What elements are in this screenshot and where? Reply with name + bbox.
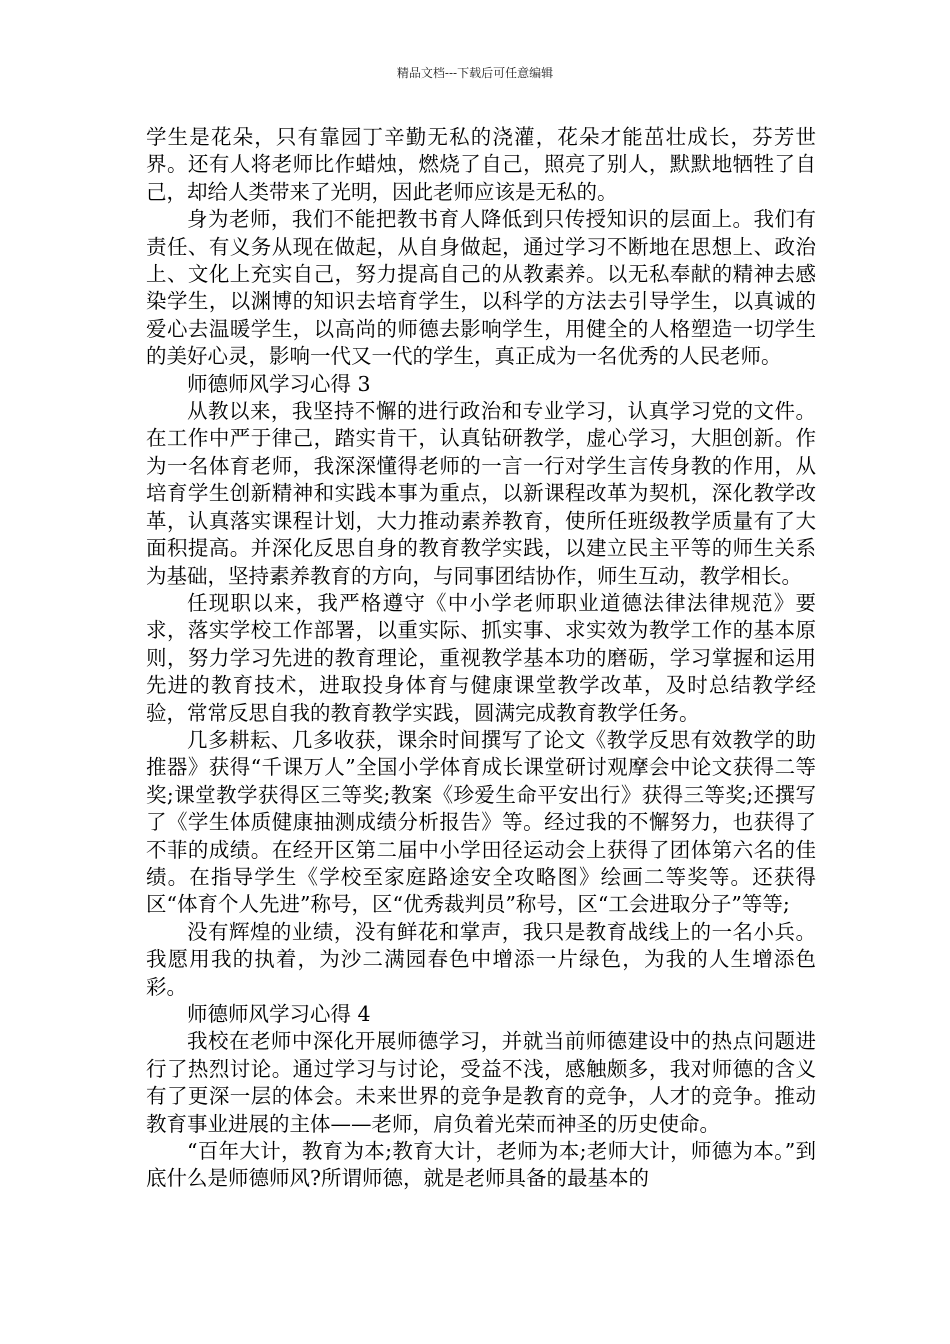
paragraph: 任现职以来，我严格遵守《中小学老师职业道德法律法律规范》要求，落实学校工作部署，以重实际、抓实事、求实效为教学工作的基本原则，努力学习先进的教育理论，重视教学基本功的磨砺，学习掌握和运用先进的教育技术，进取投身体育与健康课堂教学改革，及时总结教学经验，常常反思自我的教育教学实践，圆满完成教育教学任务。 [146, 590, 816, 725]
page-header: 精品文档---下载后可任意编辑 [396, 66, 554, 80]
section-heading: 师德师风学习心得 4 [187, 1002, 371, 1026]
paragraph: 学生是花朵，只有靠园丁辛勤无私的浇灌，花朵才能茁壮成长，芬芳世界。还有人将老师比作蜡烛，燃烧了自己，照亮了别人，默默地牺牲了自己，却给人类带来了光明，因此老师应该是无私的。 [146, 125, 816, 204]
document-body [146, 124, 816, 1193]
paragraph: 我校在老师中深化开展师德学习，并就当前师德建设中的热点问题进行了热烈讨论。通过学习与讨论，受益不浅，感触颇多，我对师德的含义有了更深一层的体会。未来世界的竞争是教育的竞争，人才的竞争。推动教育事业进展的主体——老师，肩负着光荣而神圣的历史使命。 [146, 1029, 816, 1136]
paragraph: “百年大计，教育为本;教育大计，老师为本;老师大计，师德为本。”到底什么是师德师风?所谓师德，就是老师具备的最基本的 [146, 1139, 816, 1191]
paragraph: 几多耕耘、几多收获，课余时间撰写了论文《教学反思有效教学的助推器》获得“千课万人”全国小学体育成长课堂研讨观摩会中论文获得二等奖;课堂教学获得区三等奖;教案《珍爱生命平安出行》获得三等奖;还撰写了《学生体质健康抽测成绩分析报告》等。经过我的不懈努力，也获得了不菲的成绩。在经开区第二届中小学田径运动会上获得了团体第六名的佳绩。在指导学生《学校至家庭路途安全攻略图》绘画二等奖等。还获得区“体育个人先进”称号，区“优秀裁判员”称号，区“工会进取分子”等等; [146, 727, 816, 917]
paragraph: 身为老师，我们不能把教书育人降低到只传授知识的层面上。我们有责任、有义务从现在做起，从自身做起，通过学习不断地在思想上、政治上、文化上充实自己，努力提高自己的从教素养。以无私奉献的精神去感染学生，以渊博的知识去培育学生，以科学的方法去引导学生，以真诚的爱心去温暖学生，以高尚的师德去影响学生，用健全的人格塑造一切学生的美好心灵，影响一代又一代的学生，真正成为一名优秀的人民老师。 [146, 207, 816, 369]
paragraph: 没有辉煌的业绩，没有鲜花和掌声，我只是教育战线上的一名小兵。我愿用我的执着，为沙二满园春色中增添一片绿色，为我的人生增添色彩。 [146, 919, 816, 999]
section-heading: 师德师风学习心得 3 [187, 371, 371, 396]
paragraph: 从教以来，我坚持不懈的进行政治和专业学习，认真学习党的文件。在工作中严于律己，踏实肯干，认真钻研教学，虚心学习，大胆创新。作为一名体育老师，我深深懂得老师的一言一行对学生言传身教的作用，从培育学生创新精神和实践本事为重点，以新课程改革为契机，深化教学改革，认真落实课程计划，大力推动素养教育，使所任班级教学质量有了大面积提高。并深化反思自身的教育教学实践，以建立民主平等的师生关系为基础，坚持素养教育的方向，与同事团结协作，师生互动，教学相长。 [146, 399, 816, 588]
